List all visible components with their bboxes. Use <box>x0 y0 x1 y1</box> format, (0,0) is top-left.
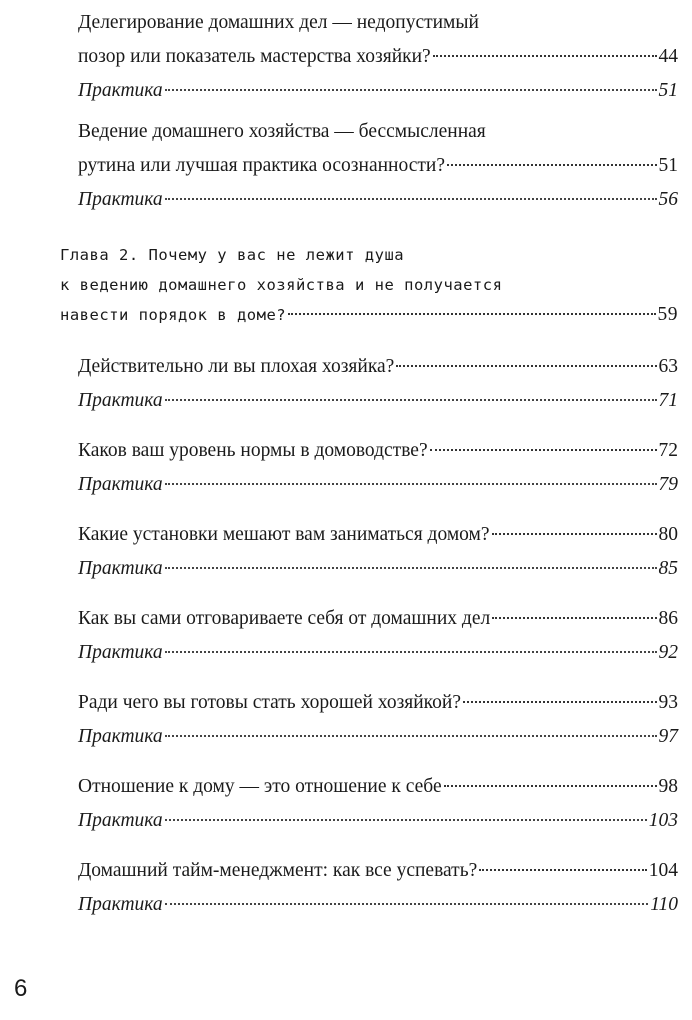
toc-entry-row <box>78 770 678 804</box>
toc-page-number: 59 <box>657 304 678 325</box>
practice-label: Практика <box>78 474 163 495</box>
leader-dots <box>165 735 657 737</box>
practice-label: Практика <box>78 189 163 210</box>
toc-entry <box>78 686 678 754</box>
toc-entry-title: Домашний тайм-менеджмент: как все успевать? <box>78 860 478 881</box>
toc-page-number: 56 <box>658 189 678 210</box>
toc-page-number: 44 <box>658 46 678 67</box>
toc-practice-row <box>78 804 678 838</box>
toc-page-number: 71 <box>658 390 678 411</box>
toc-entry-row <box>78 434 678 468</box>
toc-entry <box>78 770 678 838</box>
practice-label: Практика <box>78 810 163 831</box>
toc-entry-title: Каков ваш уровень нормы в домоводстве? <box>78 440 428 461</box>
leader-dots <box>165 483 657 485</box>
toc-practice-row <box>78 74 678 108</box>
toc-entry <box>78 602 678 670</box>
leader-dots <box>165 399 657 401</box>
toc-entry-row <box>78 350 678 384</box>
toc-entry-title: Какие установки мешают вам заниматься домом? <box>78 524 490 545</box>
toc-entry-row <box>78 602 678 636</box>
practice-label: Практика <box>78 80 163 101</box>
toc-page-number: 93 <box>658 692 678 713</box>
leader-dots <box>492 533 657 535</box>
toc-page-number: 85 <box>658 558 678 579</box>
toc-entry <box>78 434 678 502</box>
toc-entry-title-line: Делегирование домашних дел — недопустимый <box>78 12 479 33</box>
page-number: 6 <box>14 975 28 1002</box>
leader-dots <box>165 903 649 905</box>
leader-dots <box>433 55 657 57</box>
toc-page-number: 98 <box>658 776 678 797</box>
practice-label: Практика <box>78 726 163 747</box>
toc-entry-title-line: рутина или лучшая практика осознанности? <box>78 155 445 176</box>
leader-dots <box>165 89 657 91</box>
leader-dots <box>165 819 647 821</box>
practice-label: Практика <box>78 558 163 579</box>
leader-dots <box>165 567 657 569</box>
leader-dots <box>444 785 657 787</box>
toc-entry <box>78 115 678 217</box>
toc-practice-row <box>78 888 678 922</box>
chapter-row <box>60 300 678 330</box>
toc-page-number: 80 <box>658 524 678 545</box>
toc-entry-row <box>78 686 678 720</box>
leader-dots <box>396 365 656 367</box>
chapter-title-line: Глава 2. Почему у вас не лежит душа <box>60 246 405 264</box>
toc-page-number: 104 <box>648 860 678 881</box>
toc-entry <box>78 854 678 922</box>
toc-entry-title: Действительно ли вы плохая хозяйка? <box>78 356 395 377</box>
chapter-title-line: к ведению домашнего хозяйства и не получается <box>60 276 503 294</box>
toc-practice-row <box>78 183 678 217</box>
practice-label: Практика <box>78 894 163 915</box>
chapter-heading <box>60 240 678 330</box>
toc-practice-row <box>78 720 678 754</box>
leader-dots <box>165 198 657 200</box>
toc-entry-row <box>78 518 678 552</box>
toc-page-number: 110 <box>650 894 678 915</box>
leader-dots <box>430 449 657 451</box>
toc-entry-title: Ради чего вы готовы стать хорошей хозяйкой? <box>78 692 462 713</box>
toc-entry-row <box>78 149 678 183</box>
practice-label: Практика <box>78 390 163 411</box>
toc-entry <box>78 6 678 108</box>
toc-entry-title: Отношение к дому — это отношение к себе <box>78 776 442 797</box>
toc-page-number: 63 <box>658 356 678 377</box>
toc-entry-title: Как вы сами отговариваете себя от домашних дел <box>78 608 491 629</box>
toc-practice-row <box>78 384 678 418</box>
toc-page-number: 86 <box>658 608 678 629</box>
toc-entry-title-line: Ведение домашнего хозяйства — бессмысленная <box>78 121 486 142</box>
toc-practice-row <box>78 552 678 586</box>
toc-page-number: 92 <box>658 642 678 663</box>
toc-page-number: 103 <box>648 810 678 831</box>
practice-label: Практика <box>78 642 163 663</box>
toc-entry-row <box>78 40 678 74</box>
leader-dots <box>447 164 657 166</box>
leader-dots <box>165 651 657 653</box>
leader-dots <box>492 617 656 619</box>
toc-practice-row <box>78 468 678 502</box>
leader-dots <box>479 869 646 871</box>
toc-page-number: 51 <box>658 80 678 101</box>
toc-page-number: 72 <box>658 440 678 461</box>
toc-entry-row <box>78 854 678 888</box>
chapter-title-line: навести порядок в доме? <box>60 306 287 324</box>
toc-entry <box>78 350 678 418</box>
toc-page-number: 51 <box>658 155 678 176</box>
leader-dots <box>288 313 655 315</box>
toc-entry-title-line: позор или показатель мастерства хозяйки? <box>78 46 431 67</box>
toc-practice-row <box>78 636 678 670</box>
toc-page-number: 97 <box>658 726 678 747</box>
toc-page-number: 79 <box>658 474 678 495</box>
toc-entry <box>78 518 678 586</box>
leader-dots <box>463 701 656 703</box>
